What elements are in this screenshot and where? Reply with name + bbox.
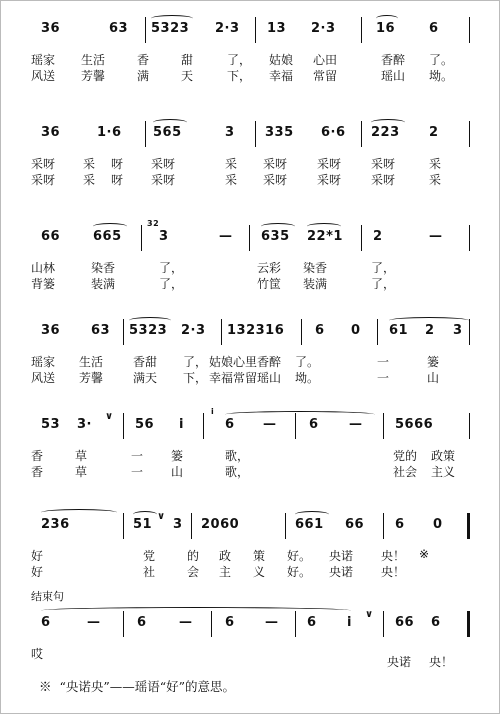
note: 5323 bbox=[151, 21, 190, 36]
barline bbox=[295, 611, 296, 637]
barline bbox=[221, 319, 222, 345]
note: 2·3 bbox=[181, 323, 206, 338]
note: 6 bbox=[431, 615, 441, 630]
lyric: 采 bbox=[83, 157, 96, 171]
lyric: 生活 bbox=[81, 53, 106, 67]
lyric: 呀 bbox=[111, 157, 124, 171]
lyric: 常留 bbox=[313, 69, 338, 83]
lyric: 主 bbox=[219, 565, 232, 579]
lyric: 央！ bbox=[381, 549, 406, 563]
lyric: 香 bbox=[31, 465, 44, 479]
note: 0 bbox=[433, 517, 443, 532]
note: 6 bbox=[41, 615, 51, 630]
lyric: 香 bbox=[31, 449, 44, 463]
barline bbox=[141, 225, 142, 251]
note: 223 bbox=[371, 125, 400, 140]
lyric: 采 bbox=[225, 173, 238, 187]
lyrics-line bbox=[31, 563, 471, 578]
lyric: 甜 bbox=[181, 53, 194, 67]
note: 236 bbox=[41, 517, 70, 532]
note: 2 bbox=[429, 125, 439, 140]
lyric: 香 bbox=[137, 53, 150, 67]
lyric: 采呀 bbox=[317, 173, 342, 187]
lyrics-line bbox=[31, 463, 471, 478]
lyric: 采呀 bbox=[151, 173, 176, 187]
note: 3 bbox=[159, 229, 169, 244]
lyric: 呀 bbox=[111, 173, 124, 187]
note: 6 bbox=[395, 517, 405, 532]
barline bbox=[123, 413, 124, 439]
slur bbox=[261, 223, 295, 230]
lyric: 幸福常留瑶山 bbox=[209, 371, 282, 385]
slur bbox=[389, 317, 469, 324]
note: 661 bbox=[295, 517, 324, 532]
note: 63 bbox=[109, 21, 129, 36]
lyric: 草 bbox=[75, 465, 88, 479]
barline bbox=[361, 225, 362, 251]
lyric: 主义 bbox=[431, 465, 456, 479]
lyrics-line bbox=[31, 547, 471, 562]
lyric: 一 bbox=[377, 355, 390, 369]
note: 6 bbox=[225, 417, 235, 432]
note: 665 bbox=[93, 229, 122, 244]
note: 51 bbox=[133, 517, 153, 532]
note: 3 bbox=[453, 323, 463, 338]
lyric: 央诺 bbox=[329, 565, 354, 579]
barline bbox=[469, 319, 470, 345]
barline bbox=[211, 611, 212, 637]
barline bbox=[361, 121, 362, 147]
note: 66 bbox=[41, 229, 61, 244]
lyric: 了。 bbox=[429, 53, 454, 67]
lyric: 央！ bbox=[381, 565, 406, 579]
lyric: 政 bbox=[219, 549, 232, 563]
footnote-marker: ※ bbox=[419, 547, 430, 561]
lyric: 背篓 bbox=[31, 277, 56, 291]
lyric: 下， bbox=[227, 69, 252, 83]
lyric: 装满 bbox=[91, 277, 116, 291]
lyric: 义 bbox=[253, 565, 266, 579]
lyric: 了， bbox=[227, 53, 252, 67]
note: 3· bbox=[77, 417, 92, 432]
barline bbox=[123, 319, 124, 345]
note: — bbox=[349, 417, 363, 432]
lyric: 好 bbox=[31, 565, 44, 579]
barline bbox=[203, 413, 204, 439]
lyric: 瑶家 bbox=[31, 355, 56, 369]
lyric: 香醉 bbox=[381, 53, 406, 67]
lyrics-line bbox=[31, 369, 471, 384]
lyric: 采呀 bbox=[31, 157, 56, 171]
note: 3 bbox=[173, 517, 183, 532]
ending-label: 结束句 bbox=[31, 590, 64, 603]
note: 63 bbox=[91, 323, 111, 338]
note: 2·3 bbox=[311, 21, 336, 36]
lyric: 社 bbox=[143, 565, 156, 579]
lyrics-line bbox=[31, 171, 471, 186]
lyrics-line bbox=[31, 259, 471, 274]
note: 22*1 bbox=[307, 229, 343, 244]
lyric: 采 bbox=[429, 157, 442, 171]
lyric: 采呀 bbox=[371, 157, 396, 171]
note: i bbox=[347, 615, 352, 630]
barline bbox=[191, 513, 192, 539]
breath-mark: ∨ bbox=[157, 511, 166, 522]
lyric: 央！ bbox=[429, 655, 454, 669]
barline bbox=[145, 121, 146, 147]
note: 36 bbox=[41, 125, 61, 140]
lyrics-line bbox=[31, 51, 471, 66]
slur bbox=[93, 223, 127, 230]
barline bbox=[383, 513, 384, 539]
lyric: 草 bbox=[75, 449, 88, 463]
lyric: 采 bbox=[429, 173, 442, 187]
lyric: 风送 bbox=[31, 371, 56, 385]
lyrics-line bbox=[31, 353, 471, 368]
note: 6 bbox=[307, 615, 317, 630]
lyrics-line bbox=[31, 447, 471, 462]
note: 36 bbox=[41, 323, 61, 338]
repeat-barline bbox=[467, 513, 470, 539]
note: 1·6 bbox=[97, 125, 122, 140]
note: 6 bbox=[309, 417, 319, 432]
note: 66 bbox=[345, 517, 365, 532]
note: 16 bbox=[376, 21, 396, 36]
lyric: 了， bbox=[371, 277, 396, 291]
note: 6·6 bbox=[321, 125, 346, 140]
lyric: 好 bbox=[31, 549, 44, 563]
barline bbox=[469, 121, 470, 147]
lyric: 好。 bbox=[287, 549, 312, 563]
barline bbox=[361, 17, 362, 43]
slur bbox=[151, 15, 193, 22]
lyric: 下， bbox=[183, 371, 208, 385]
barline bbox=[383, 611, 384, 637]
note: 565 bbox=[153, 125, 182, 140]
lyric: 天 bbox=[181, 69, 194, 83]
barline bbox=[145, 17, 146, 43]
lyric: 采 bbox=[83, 173, 96, 187]
grace-note: i bbox=[211, 407, 215, 416]
note: 6 bbox=[315, 323, 325, 338]
note: 2 bbox=[373, 229, 383, 244]
lyric: 采呀 bbox=[371, 173, 396, 187]
barline bbox=[249, 225, 250, 251]
lyric: 山 bbox=[427, 371, 440, 385]
lyric: 哎 bbox=[31, 647, 44, 661]
barline bbox=[469, 413, 470, 439]
lyric: 的 bbox=[187, 549, 200, 563]
lyric: 瑶山 bbox=[381, 69, 406, 83]
lyrics-line bbox=[31, 67, 471, 82]
lyric: 装满 bbox=[303, 277, 328, 291]
lyric: 坳。 bbox=[295, 371, 320, 385]
note: — bbox=[265, 615, 279, 630]
lyric: 采呀 bbox=[263, 157, 288, 171]
breath-mark: ∨ bbox=[105, 411, 114, 422]
lyric: 山林 bbox=[31, 261, 56, 275]
lyric: 会 bbox=[187, 565, 200, 579]
notes-row-6 bbox=[31, 511, 471, 539]
lyric: 策 bbox=[253, 549, 266, 563]
lyric: 了， bbox=[183, 355, 208, 369]
slur bbox=[376, 15, 398, 22]
lyric: 香甜 bbox=[133, 355, 158, 369]
note: 6 bbox=[429, 21, 439, 36]
notes-row-5 bbox=[31, 407, 471, 439]
slur bbox=[295, 511, 329, 518]
lyric: 染香 bbox=[303, 261, 328, 275]
barline bbox=[255, 17, 256, 43]
lyric: 生活 bbox=[79, 355, 104, 369]
lyric: 瑶家 bbox=[31, 53, 56, 67]
lyric: 了， bbox=[159, 261, 184, 275]
note: 2 bbox=[425, 323, 435, 338]
slur bbox=[153, 119, 187, 126]
barline bbox=[123, 513, 124, 539]
barline bbox=[301, 319, 302, 345]
lyric: 了。 bbox=[295, 355, 320, 369]
lyric: 满 bbox=[137, 69, 150, 83]
lyric: 采 bbox=[225, 157, 238, 171]
note: 3 bbox=[225, 125, 235, 140]
lyrics-line bbox=[31, 645, 471, 669]
footnote: ※ “央诺央”——瑶语“好”的意思。 bbox=[39, 679, 236, 694]
lyric: 党 bbox=[143, 549, 156, 563]
note: 56 bbox=[135, 417, 155, 432]
lyric: 姑娘心里香醉 bbox=[209, 355, 282, 369]
lyric: 心田 bbox=[313, 53, 338, 67]
lyric: 芳馨 bbox=[81, 69, 106, 83]
lyric: 篓 bbox=[171, 449, 184, 463]
lyric: 芳馨 bbox=[79, 371, 104, 385]
slur bbox=[133, 511, 157, 518]
notes-row-7 bbox=[31, 609, 471, 637]
lyric: 篓 bbox=[427, 355, 440, 369]
slur bbox=[371, 119, 405, 126]
slur bbox=[225, 411, 375, 418]
note: 53 bbox=[41, 417, 61, 432]
barline bbox=[383, 413, 384, 439]
barline bbox=[377, 319, 378, 345]
lyric: 采呀 bbox=[263, 173, 288, 187]
note: 61 bbox=[389, 323, 409, 338]
note: 335 bbox=[265, 125, 294, 140]
lyric: 歌， bbox=[225, 465, 250, 479]
lyric: 染香 bbox=[91, 261, 116, 275]
note: 635 bbox=[261, 229, 290, 244]
lyric: 一 bbox=[377, 371, 390, 385]
barline bbox=[285, 513, 286, 539]
note: — bbox=[179, 615, 193, 630]
lyric: 采呀 bbox=[317, 157, 342, 171]
lyric: 采呀 bbox=[31, 173, 56, 187]
final-barline bbox=[467, 611, 470, 637]
notes-row-2 bbox=[31, 125, 471, 147]
lyric: 歌， bbox=[225, 449, 250, 463]
note: — bbox=[219, 229, 233, 244]
note: — bbox=[263, 417, 277, 432]
lyric: 竹筐 bbox=[257, 277, 282, 291]
notes-row-1 bbox=[31, 21, 471, 43]
lyric: 央诺 bbox=[329, 549, 354, 563]
lyric: 山 bbox=[171, 465, 184, 479]
lyric: 社会 bbox=[393, 465, 418, 479]
note: 13 bbox=[267, 21, 287, 36]
lyric: 党的 bbox=[393, 449, 418, 463]
lyric: 政策 bbox=[431, 449, 456, 463]
lyric: 好。 bbox=[287, 565, 312, 579]
note: 5323 bbox=[129, 323, 168, 338]
note: 2·3 bbox=[215, 21, 240, 36]
note: 6 bbox=[225, 615, 235, 630]
lyric: 了， bbox=[159, 277, 184, 291]
lyric: 了， bbox=[371, 261, 396, 275]
note: 36 bbox=[41, 21, 61, 36]
lyric: 风送 bbox=[31, 69, 56, 83]
barline bbox=[123, 611, 124, 637]
slur bbox=[41, 509, 117, 516]
notes-row-4 bbox=[31, 323, 471, 345]
lyric: 采呀 bbox=[151, 157, 176, 171]
breath-mark: ∨ bbox=[365, 609, 374, 620]
note: 6 bbox=[137, 615, 147, 630]
note: 5666 bbox=[395, 417, 434, 432]
lyric: 满天 bbox=[133, 371, 158, 385]
lyric: 一 bbox=[131, 465, 144, 479]
slur bbox=[307, 223, 341, 230]
note: 132316 bbox=[227, 323, 285, 338]
lyric: 云彩 bbox=[257, 261, 282, 275]
grace-note: 32 bbox=[147, 219, 160, 228]
note: — bbox=[87, 615, 101, 630]
note: i bbox=[179, 417, 184, 432]
barline bbox=[469, 225, 470, 251]
lyric: 坳。 bbox=[429, 69, 454, 83]
note: 66 bbox=[395, 615, 415, 630]
lyrics-line bbox=[31, 155, 471, 170]
lyrics-line bbox=[31, 275, 471, 290]
note: 2060 bbox=[201, 517, 240, 532]
lyric: 姑娘 bbox=[269, 53, 294, 67]
note: — bbox=[429, 229, 443, 244]
barline bbox=[469, 17, 470, 43]
note: 0 bbox=[351, 323, 361, 338]
barline bbox=[255, 121, 256, 147]
slur bbox=[41, 607, 351, 614]
slur bbox=[129, 317, 171, 324]
lyric: 一 bbox=[131, 449, 144, 463]
lyric: 幸福 bbox=[269, 69, 294, 83]
notes-row-3 bbox=[31, 219, 471, 251]
lyric: 央诺 bbox=[387, 655, 412, 669]
